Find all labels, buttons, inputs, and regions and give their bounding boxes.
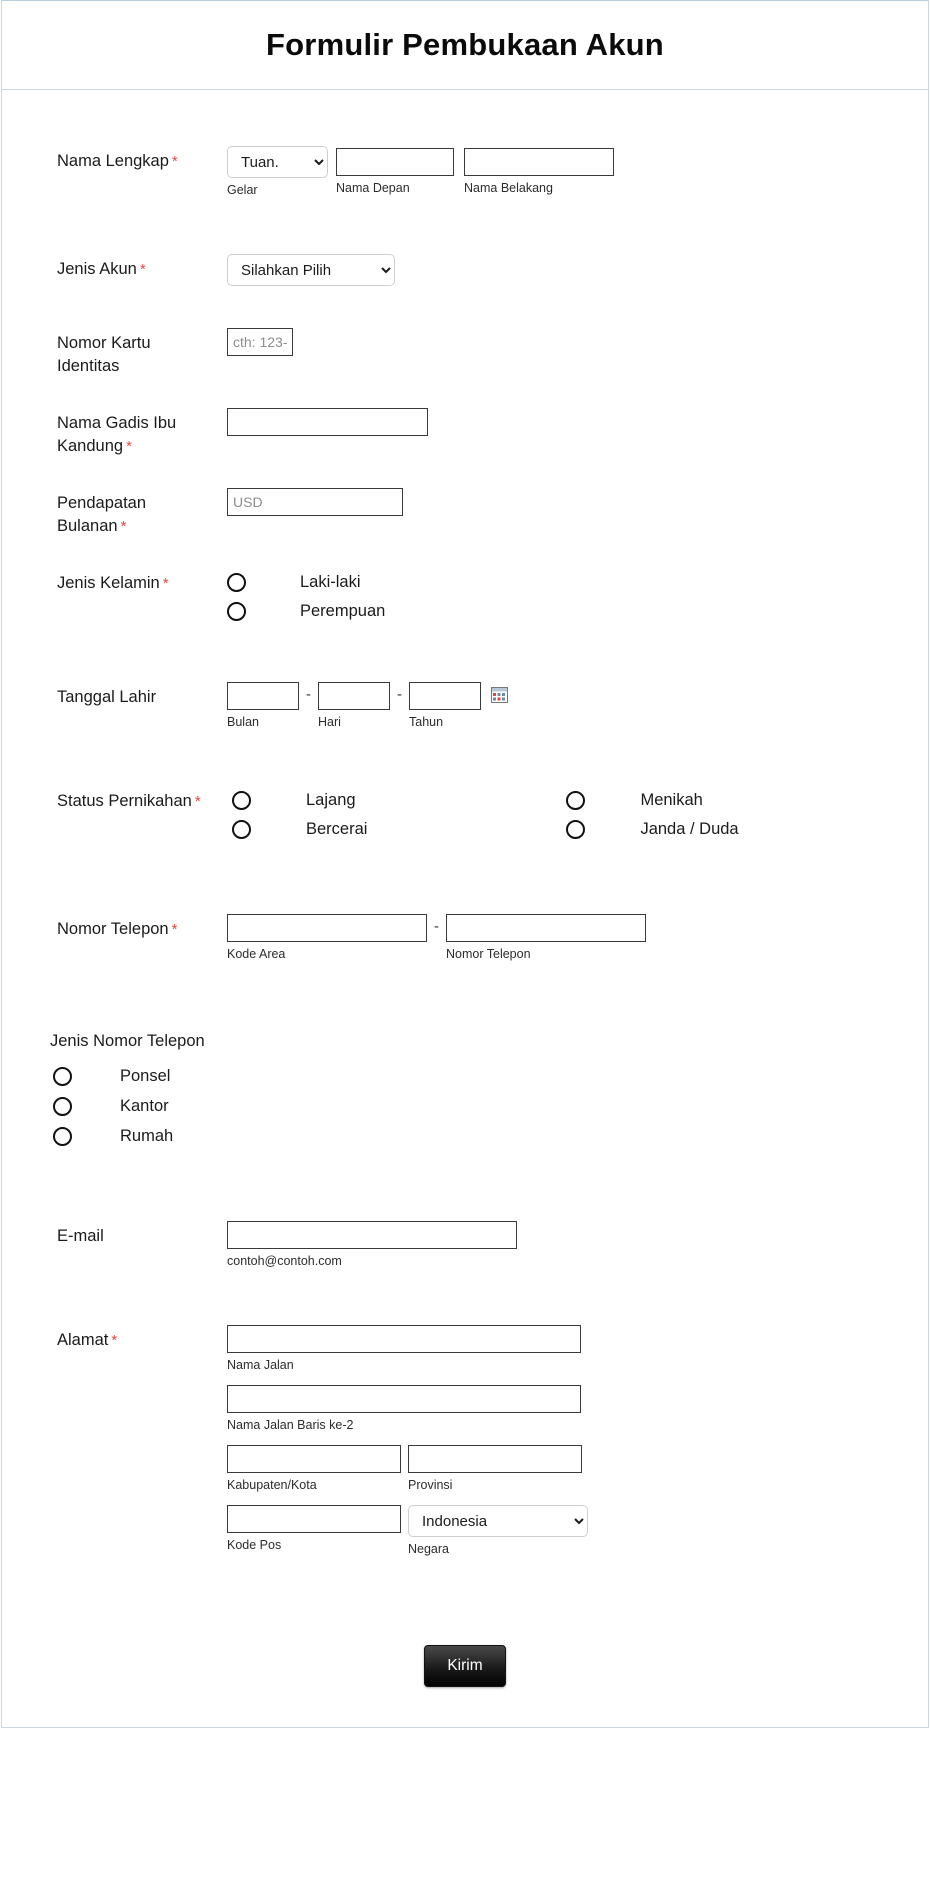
phone-type-option-office[interactable] [50,1091,928,1121]
label-birth-date [57,682,227,709]
required-marker: * [111,1332,118,1349]
marital-option-single-label: Lajang [306,791,356,809]
label-phone-text: Nomor Telepon [57,920,169,938]
street-group [227,1325,928,1373]
required-marker: * [162,575,169,592]
calendar-icon[interactable] [491,686,508,703]
required-marker: * [139,261,146,278]
spacer [2,962,928,1032]
birth-day-input[interactable] [318,682,390,710]
birth-day-sublabel: Hari [318,715,341,729]
label-mother-maiden-line1: Nama Gadis Ibu [57,414,177,432]
spacer [2,1557,928,1627]
street2-input[interactable] [227,1385,581,1413]
phone-type-option-mobile[interactable] [50,1061,928,1091]
zip-input[interactable] [227,1505,401,1533]
last-name-group [464,146,614,196]
phone-area-group [227,914,427,962]
required-marker: * [171,921,178,938]
marital-option-married[interactable] [566,786,738,815]
id-number-input[interactable] [227,328,293,356]
required-marker: * [120,518,127,535]
birth-month-sublabel: Bulan [227,715,259,729]
state-input[interactable] [408,1445,582,1473]
phone-type-option-home[interactable] [50,1121,928,1151]
phone-type-option-mobile-label: Ponsel [120,1066,171,1085]
birth-month-group [227,682,299,730]
marital-option-single[interactable] [232,786,367,815]
label-id-number [57,328,227,378]
state-sublabel: Provinsi [408,1478,453,1492]
marital-option-widowed[interactable] [566,815,738,844]
label-income-line1: Pendapatan [57,494,147,512]
id-number-fields [227,328,928,356]
field-row-phone [2,914,928,962]
gender-option-female[interactable] [227,597,928,626]
radio-icon[interactable] [566,820,585,839]
gender-option-female-label: Perempuan [300,602,386,620]
date-separator: - [306,686,311,703]
first-name-sublabel: Nama Depan [336,181,410,195]
spacer [2,1269,928,1325]
spacer [2,198,928,254]
zip-sublabel: Kode Pos [227,1538,282,1552]
income-input[interactable] [227,488,403,516]
field-row-address [2,1325,928,1557]
birth-year-input[interactable] [409,682,481,710]
radio-icon[interactable] [227,573,246,592]
account-type-fields [227,254,928,286]
label-account-type-text: Jenis Akun [57,260,137,278]
first-name-input[interactable] [336,148,454,176]
birth-date-fields [227,682,928,730]
label-email-text: E-mail [57,1227,104,1245]
label-full-name-text: Nama Lengkap [57,152,169,170]
city-group [227,1445,401,1493]
phone-number-input[interactable] [446,914,646,942]
account-type-select[interactable] [227,254,395,286]
spacer [2,626,928,682]
spacer [2,538,928,568]
spacer [2,458,928,488]
radio-icon[interactable] [232,791,251,810]
submit-row [2,1627,928,1687]
label-marital-status-text: Status Pernikahan [57,792,192,810]
date-separator: - [397,686,402,703]
phone-number-group [446,914,646,962]
spacer [2,378,928,408]
title-sublabel: Gelar [227,183,258,197]
state-group [408,1445,582,1493]
birth-year-group [409,682,481,730]
label-email [57,1221,227,1248]
mother-maiden-fields [227,408,928,436]
marital-column-left [232,786,367,844]
field-row-mother-maiden [2,408,928,458]
marital-column-right [566,786,738,844]
phone-type-option-office-label: Kantor [120,1096,169,1115]
full-name-fields [227,146,928,198]
radio-icon[interactable] [227,602,246,621]
label-income [57,488,227,538]
country-select[interactable] [408,1505,588,1537]
field-row-account-type [2,254,928,286]
gender-option-male[interactable] [227,568,928,597]
marital-status-fields [232,786,928,844]
spacer [2,844,928,914]
label-id-number-line2: Identitas [57,357,120,375]
title-select[interactable] [227,146,328,178]
account-opening-form [1,0,929,1728]
title-group [227,146,328,198]
email-fields [227,1221,928,1269]
phone-area-input[interactable] [227,914,427,942]
label-phone [57,914,227,941]
label-id-number-line1: Nomor Kartu [57,334,151,352]
zip-group [227,1505,401,1553]
field-row-id-number [2,328,928,378]
label-phone-type: Jenis Nomor Telepon [50,1032,205,1050]
label-birth-date-text: Tanggal Lahir [57,688,157,706]
country-sublabel: Negara [408,1542,449,1556]
gender-option-male-label: Laki-laki [300,573,361,591]
radio-icon[interactable] [53,1067,72,1086]
spacer [2,730,928,786]
street-sublabel: Nama Jalan [227,1358,294,1372]
submit-button[interactable]: Kirim [424,1645,506,1687]
label-mother-maiden-line2: Kandung [57,437,124,455]
birth-month-input[interactable] [227,682,299,710]
label-full-name [57,146,227,173]
label-address-text: Alamat [57,1331,109,1349]
field-row-phone-type [2,1032,928,1151]
page-title: Formulir Pembukaan Akun [266,27,664,62]
income-fields [227,488,928,516]
gender-fields [227,568,928,626]
label-account-type [57,254,227,281]
required-marker: * [126,438,132,455]
mother-maiden-input[interactable] [227,408,428,436]
street-input[interactable] [227,1325,581,1353]
city-sublabel: Kabupaten/Kota [227,1478,317,1492]
email-input[interactable] [227,1221,517,1249]
phone-type-option-home-label: Rumah [120,1126,174,1145]
label-mother-maiden [57,408,227,458]
first-name-group [336,146,454,196]
required-marker: * [171,153,178,170]
phone-separator: - [434,918,439,935]
radio-icon[interactable] [232,820,251,839]
marital-option-widowed-label: Janda / Duda [640,820,739,838]
label-address [57,1325,227,1352]
spacer [2,286,928,328]
radio-icon[interactable] [566,791,585,810]
label-gender [57,568,227,595]
country-group [408,1505,588,1557]
radio-icon[interactable] [53,1127,72,1146]
field-row-gender [2,568,928,626]
label-gender-text: Jenis Kelamin [57,574,160,592]
required-marker: * [194,793,201,810]
label-income-line2: Bulanan [57,517,118,535]
last-name-input[interactable] [464,148,614,176]
label-marital-status [57,786,247,813]
form-body [2,90,928,1727]
form-header [2,1,928,90]
last-name-sublabel: Nama Belakang [464,181,553,195]
birth-year-sublabel: Tahun [409,715,444,729]
field-row-marital-status [2,786,928,844]
address-fields [227,1325,928,1557]
street2-sublabel: Nama Jalan Baris ke-2 [227,1418,354,1432]
birth-day-group [318,682,390,730]
marital-option-married-label: Menikah [640,791,703,809]
city-input[interactable] [227,1445,401,1473]
field-row-email [2,1221,928,1269]
marital-option-divorced[interactable] [232,815,367,844]
field-row-full-name [2,146,928,198]
phone-area-sublabel: Kode Area [227,947,286,961]
email-sublabel: contoh@contoh.com [227,1254,342,1268]
phone-fields [227,914,928,962]
marital-option-divorced-label: Bercerai [306,820,368,838]
field-row-birth-date [2,682,928,730]
phone-number-sublabel: Nomor Telepon [446,947,531,961]
street2-group [227,1385,928,1433]
field-row-income [2,488,928,538]
radio-icon[interactable] [53,1097,72,1116]
spacer [2,1151,928,1221]
